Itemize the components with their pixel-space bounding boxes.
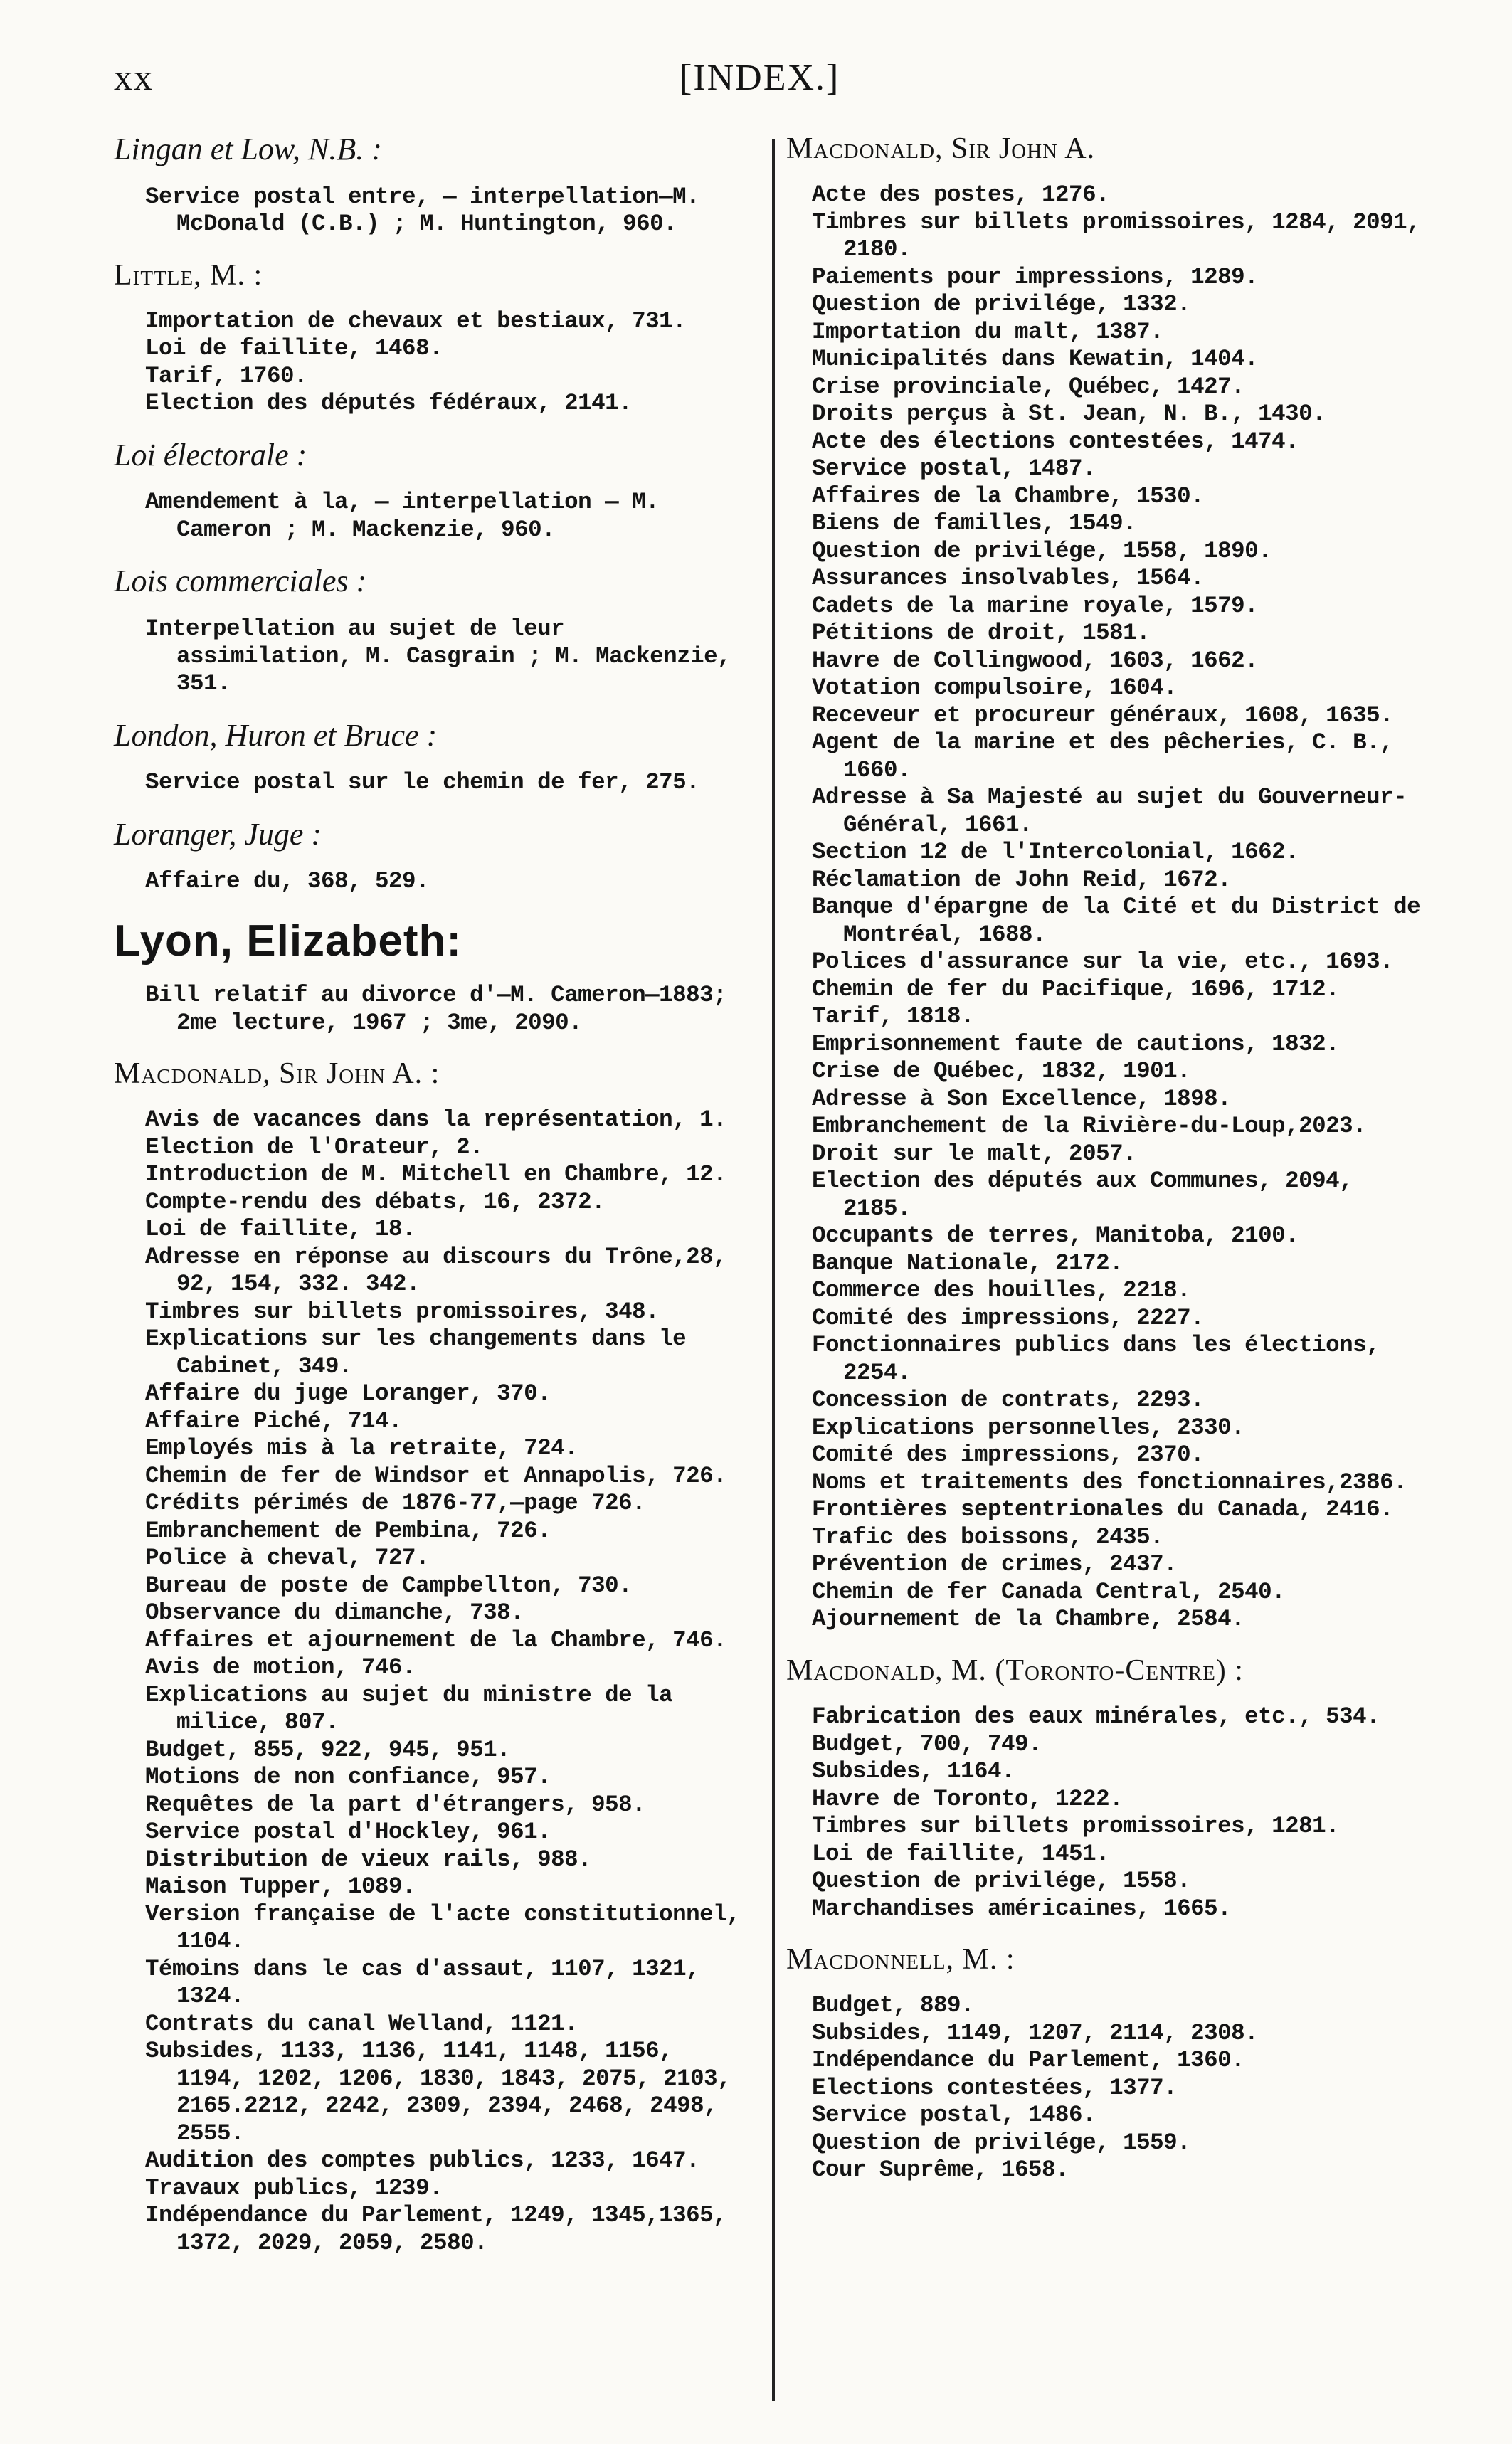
index-item: Question de privilége, 1558, 1890. bbox=[812, 537, 1272, 564]
entry-items bbox=[114, 308, 751, 418]
index-item: Section 12 de l'Intercolonial, 1662. bbox=[812, 839, 1299, 866]
index-item: Interpellation au sujet de leur assimilation, M. Casgrain ; M. Mackenzie, 351. bbox=[145, 615, 731, 697]
index-item: Subsides, 1164. bbox=[812, 1758, 1015, 1785]
index-item: Municipalités dans Kewatin, 1404. bbox=[812, 346, 1259, 373]
index-item: Crise de Québec, 1832, 1901. bbox=[812, 1058, 1191, 1085]
index-item: Distribution de vieux rails, 988. bbox=[145, 1846, 592, 1873]
index-entry bbox=[114, 132, 751, 238]
index-item: Explications sur les changements dans le Cabinet, 349. bbox=[145, 1326, 687, 1380]
column-divider bbox=[772, 139, 775, 2401]
index-item: Election de l'Orateur, 2. bbox=[145, 1133, 484, 1160]
entry-items bbox=[114, 184, 751, 238]
index-item: Avis de motion, 746. bbox=[145, 1654, 416, 1681]
index-item: Affaire du, 368, 529. bbox=[145, 868, 430, 895]
index-item: Cadets de la marine royale, 1579. bbox=[812, 592, 1259, 619]
index-item: Comité des impressions, 2227. bbox=[812, 1304, 1205, 1331]
index-item: Timbres sur billets promissoires, 1281. bbox=[812, 1813, 1340, 1840]
index-item: Agent de la marine et des pêcheries, C. B., 1660. bbox=[812, 729, 1394, 783]
index-item: Témoins dans le cas d'assaut, 1107, 1321, 1324. bbox=[145, 1955, 700, 2010]
index-item: Amendement à la, — interpellation — M. Cameron ; M. Mackenzie, 960. bbox=[145, 489, 660, 543]
index-item: Acte des élections contestées, 1474. bbox=[812, 428, 1299, 455]
index-item: Fabrication des eaux minérales, etc., 534. bbox=[812, 1703, 1380, 1730]
index-item: Biens de familles, 1549. bbox=[812, 510, 1137, 537]
index-item: Banque d'épargne de la Cité et du District de Montréal, 1688. bbox=[812, 894, 1421, 948]
index-item: Audition des comptes publics, 1233, 1647. bbox=[145, 2147, 700, 2174]
index-item: Havre de Toronto, 1222. bbox=[812, 1785, 1124, 1812]
index-item: Concession de contrats, 2293. bbox=[812, 1387, 1205, 1414]
index-item: Droits perçus à St. Jean, N. B., 1430. bbox=[812, 401, 1326, 428]
entry-heading: Lingan et Low, N.B. : bbox=[114, 132, 382, 166]
index-entry bbox=[114, 817, 751, 896]
entry-heading: Macdonald, Sir John A. bbox=[786, 132, 1096, 165]
index-item: Chemin de fer de Windsor et Annapolis, 726. bbox=[145, 1462, 727, 1489]
entry-items bbox=[786, 1992, 1430, 2184]
index-item: Occupants de terres, Manitoba, 2100. bbox=[812, 1222, 1299, 1249]
index-item: Contrats du canal Welland, 1121. bbox=[145, 2010, 578, 2037]
entry-items bbox=[114, 769, 751, 797]
index-item: Assurances insolvables, 1564. bbox=[812, 565, 1205, 592]
index-item: Budget, 700, 749. bbox=[812, 1730, 1042, 1757]
index-item: Affaires et ajournement de la Chambre, 746. bbox=[145, 1626, 727, 1654]
index-item: Employés mis à la retraite, 724. bbox=[145, 1435, 578, 1462]
entry-heading: Lyon, Elizabeth: bbox=[114, 916, 462, 966]
index-entry bbox=[114, 564, 751, 697]
index-item: Requêtes de la part d'étrangers, 958. bbox=[145, 1791, 646, 1818]
index-item: Comité des impressions, 2370. bbox=[812, 1441, 1205, 1469]
index-item: Timbres sur billets promissoires, 348. bbox=[145, 1298, 660, 1325]
index-entry bbox=[114, 718, 751, 797]
index-item: Bureau de poste de Campbellton, 730. bbox=[145, 1572, 633, 1599]
index-item: Observance du dimanche, 738. bbox=[145, 1599, 524, 1626]
index-item: Paiements pour impressions, 1289. bbox=[812, 263, 1259, 290]
index-item: Service postal, 1487. bbox=[812, 455, 1096, 482]
index-item: Loi de faillite, 1451. bbox=[812, 1840, 1110, 1867]
index-item: Importation de chevaux et bestiaux, 731. bbox=[145, 307, 687, 334]
index-item: Introduction de M. Mitchell en Chambre, 12. bbox=[145, 1161, 727, 1188]
index-item: Cour Suprême, 1658. bbox=[812, 2157, 1069, 2184]
index-item: Indépendance du Parlement, 1249, 1345,1365, 1372, 2029, 2059, 2580. bbox=[145, 2202, 727, 2256]
index-item: Polices d'assurance sur la vie, etc., 1693. bbox=[812, 948, 1394, 975]
entry-items bbox=[114, 615, 751, 698]
page-number: xx bbox=[114, 58, 154, 98]
index-item: Budget, 855, 922, 945, 951. bbox=[145, 1736, 511, 1763]
index-item: Adresse à Sa Majesté au sujet du Gouverneur-Général, 1661. bbox=[812, 784, 1407, 838]
index-item: Embranchement de Pembina, 726. bbox=[145, 1517, 551, 1544]
index-item: Service postal entre, — interpellation—M. McDonald (C.B.) ; M. Huntington, 960. bbox=[145, 183, 700, 238]
page-header bbox=[114, 43, 1395, 107]
index-item: Maison Tupper, 1089. bbox=[145, 1873, 416, 1900]
entry-items bbox=[114, 1106, 751, 2257]
entry-heading: Lois commerciales : bbox=[114, 564, 367, 599]
index-item: Réclamation de John Reid, 1672. bbox=[812, 866, 1232, 893]
index-item: Affaires de la Chambre, 1530. bbox=[812, 482, 1205, 509]
index-entry bbox=[114, 258, 751, 418]
index-item: Election des députés aux Communes, 2094, 2185. bbox=[812, 1168, 1353, 1222]
index-item: Trafic des boissons, 2435. bbox=[812, 1523, 1164, 1550]
index-item: Prévention de crimes, 2437. bbox=[812, 1551, 1178, 1578]
index-item: Subsides, 1149, 1207, 2114, 2308. bbox=[812, 2019, 1259, 2046]
index-item: Service postal d'Hockley, 961. bbox=[145, 1819, 551, 1846]
entry-items bbox=[786, 1703, 1430, 1922]
index-item: Frontières septentrionales du Canada, 2416. bbox=[812, 1496, 1394, 1523]
index-item: Crise provinciale, Québec, 1427. bbox=[812, 373, 1245, 400]
index-item: Pétitions de droit, 1581. bbox=[812, 620, 1151, 647]
index-item: Timbres sur billets promissoires, 1284, 2091, 2180. bbox=[812, 208, 1421, 263]
entry-heading: Loi électorale : bbox=[114, 437, 307, 472]
index-item: Police à cheval, 727. bbox=[145, 1545, 430, 1572]
index-item: Tarif, 1818. bbox=[812, 1003, 975, 1030]
index-item: Chemin de fer Canada Central, 2540. bbox=[812, 1578, 1286, 1605]
index-item: Acte des postes, 1276. bbox=[812, 181, 1110, 208]
index-entry bbox=[786, 1942, 1430, 2184]
left-column bbox=[114, 132, 751, 2277]
index-entry bbox=[114, 438, 751, 544]
index-item: Banque Nationale, 2172. bbox=[812, 1249, 1124, 1276]
index-item: Service postal, 1486. bbox=[812, 2102, 1096, 2129]
entry-heading: London, Huron et Bruce : bbox=[114, 717, 438, 753]
index-item: Affaire du juge Loranger, 370. bbox=[145, 1380, 551, 1407]
index-item: Fonctionnaires publics dans les élections, 2254. bbox=[812, 1332, 1380, 1386]
index-item: Havre de Collingwood, 1603, 1662. bbox=[812, 647, 1259, 674]
index-item: Emprisonnement faute de cautions, 1832. bbox=[812, 1030, 1340, 1057]
index-item: Noms et traitements des fonctionnaires,2386. bbox=[812, 1469, 1407, 1496]
index-item: Version française de l'acte constitutionnel, 1104. bbox=[145, 1900, 741, 1955]
index-item: Bill relatif au divorce d'—M. Cameron—1883; 2me lecture, 1967 ; 3me, 2090. bbox=[145, 982, 727, 1036]
index-entry bbox=[786, 1654, 1430, 1922]
index-entry bbox=[114, 1057, 751, 2257]
entry-items bbox=[114, 982, 751, 1037]
entry-heading: Macdonald, Sir John A. : bbox=[114, 1057, 440, 1091]
index-item: Compte-rendu des débats, 16, 2372. bbox=[145, 1188, 606, 1215]
index-item: Loi de faillite, 18. bbox=[145, 1216, 416, 1243]
entry-items bbox=[786, 181, 1430, 1634]
index-item: Affaire Piché, 714. bbox=[145, 1407, 403, 1434]
index-item: Droit sur le malt, 2057. bbox=[812, 1140, 1137, 1167]
index-item: Loi de faillite, 1468. bbox=[145, 335, 443, 362]
index-item: Importation du malt, 1387. bbox=[812, 318, 1164, 345]
entry-heading: Macdonald, M. (Toronto-Centre) : bbox=[786, 1654, 1244, 1687]
index-item: Crédits périmés de 1876-77,—page 726. bbox=[145, 1490, 646, 1517]
index-item: Question de privilége, 1558. bbox=[812, 1868, 1191, 1895]
index-item: Avis de vacances dans la représentation, 1. bbox=[145, 1106, 727, 1133]
entry-heading: Macdonnell, M. : bbox=[786, 1943, 1015, 1977]
index-item: Elections contestées, 1377. bbox=[812, 2074, 1178, 2101]
index-item: Subsides, 1133, 1136, 1141, 1148, 1156, 1194, 1202, 1206, 1830, 1843, 2075, 2103, 2165.2212, 2242, 2309, 2394, 2468, 2498, 2555. bbox=[145, 2038, 731, 2147]
index-entry bbox=[786, 132, 1430, 1634]
entry-items bbox=[114, 868, 751, 896]
index-item: Marchandises américaines, 1665. bbox=[812, 1895, 1232, 1922]
entry-items bbox=[114, 489, 751, 544]
index-item: Explications au sujet du ministre de la milice, 807. bbox=[145, 1681, 673, 1736]
index-item: Adresse en réponse au discours du Trône,28, 92, 154, 332. 342. bbox=[145, 1243, 727, 1298]
right-column bbox=[786, 132, 1430, 2204]
index-item: Service postal sur le chemin de fer, 275. bbox=[145, 769, 700, 796]
index-item: Votation compulsoire, 1604. bbox=[812, 675, 1178, 702]
entry-heading: Loranger, Juge : bbox=[114, 816, 322, 852]
index-item: Explications personnelles, 2330. bbox=[812, 1414, 1245, 1441]
index-entry bbox=[114, 916, 751, 1037]
index-item: Embranchement de la Rivière-du-Loup,2023. bbox=[812, 1113, 1367, 1140]
index-item: Chemin de fer du Pacifique, 1696, 1712. bbox=[812, 975, 1340, 1003]
index-item: Travaux publics, 1239. bbox=[145, 2174, 443, 2201]
index-item: Motions de non confiance, 957. bbox=[145, 1764, 551, 1791]
index-item: Ajournement de la Chambre, 2584. bbox=[812, 1606, 1245, 1633]
index-item: Budget, 889. bbox=[812, 1992, 975, 2019]
entry-heading: Little, M. : bbox=[114, 258, 263, 292]
index-item: Receveur et procureur généraux, 1608, 1635. bbox=[812, 702, 1394, 729]
index-item: Indépendance du Parlement, 1360. bbox=[812, 2047, 1245, 2074]
page-title: [INDEX.] bbox=[680, 58, 840, 98]
index-item: Question de privilége, 1559. bbox=[812, 2129, 1191, 2156]
index-item: Commerce des houilles, 2218. bbox=[812, 1277, 1191, 1304]
index-item: Tarif, 1760. bbox=[145, 362, 308, 389]
index-item: Question de privilége, 1332. bbox=[812, 291, 1191, 318]
index-item: Election des députés fédéraux, 2141. bbox=[145, 390, 633, 417]
index-item: Adresse à Son Excellence, 1898. bbox=[812, 1085, 1232, 1112]
